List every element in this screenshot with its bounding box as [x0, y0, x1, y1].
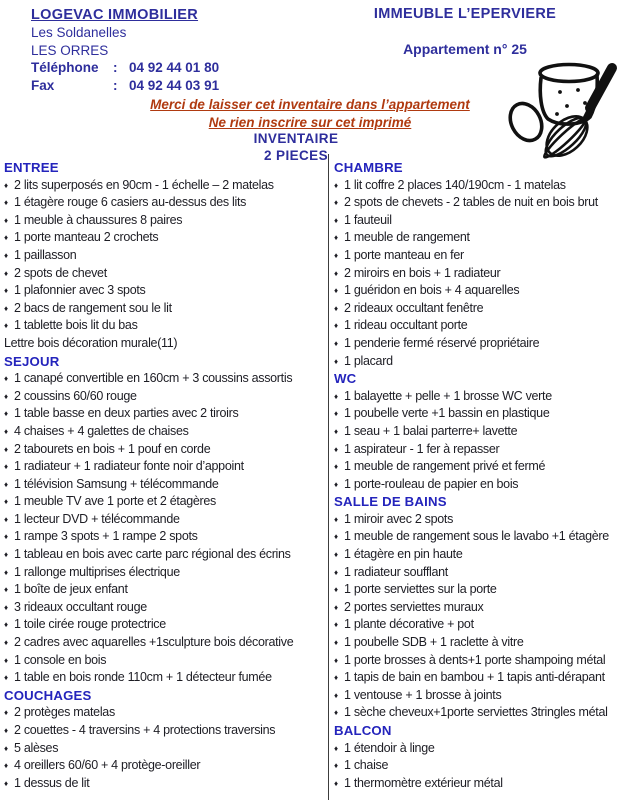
item-text: 1 aspirateur - 1 fer à repasser	[344, 441, 500, 456]
bullet-icon: ♦	[4, 620, 8, 630]
inventory-item	[4, 282, 326, 300]
bullet-icon: ♦	[334, 462, 338, 472]
bullet-icon: ♦	[334, 303, 338, 313]
item-text: 5 alèses	[14, 740, 59, 755]
bullet-icon: ♦	[4, 673, 8, 683]
inventory-item	[4, 546, 326, 564]
inventory-item	[4, 528, 326, 546]
fax-label: Fax	[31, 77, 55, 93]
item-text: 2 coussins 60/60 rouge	[14, 388, 137, 403]
bowl-and-whisk-illustration	[490, 56, 628, 168]
inventory-item	[334, 353, 637, 371]
inventory-item	[334, 757, 637, 775]
bullet-icon: ♦	[4, 726, 8, 735]
item-text: 2 lits superposés en 90cm - 1 échelle – 2 matelas	[14, 177, 274, 192]
fax-colon: :	[113, 77, 118, 93]
building-title: IMMEUBLE L’EPERVIERE	[373, 6, 557, 22]
item-text: 1 étagère rouge 6 casiers au-dessus des lits	[14, 195, 247, 210]
agency-address-line1: Les Soldanelles	[31, 25, 127, 40]
inventory-item	[4, 247, 326, 265]
item-text: 1 porte serviettes sur la porte	[344, 582, 497, 597]
inventory-item	[334, 511, 637, 529]
item-text: 1 meuble TV ave 1 porte et 2 étagères	[14, 494, 216, 509]
item-text: 1 porte brosses à dents+1 porte shampoing métal	[344, 652, 606, 667]
bullet-icon: ♦	[4, 585, 8, 595]
item-text: 1 radiateur + 1 radiateur fonte noir d’appoint	[14, 459, 244, 474]
phone-label: Téléphone	[31, 60, 99, 75]
inventory-item	[334, 634, 637, 652]
inventory-item	[4, 511, 326, 529]
bullet-icon: ♦	[334, 690, 338, 700]
inventory-item	[334, 476, 637, 494]
inventory-item	[4, 493, 326, 511]
right-column	[334, 159, 637, 792]
inventory-item	[4, 652, 326, 670]
inventory-item	[4, 405, 326, 423]
item-text: 2 couettes - 4 traversins + 4 protections traversins	[14, 723, 276, 737]
phone-colon: :	[113, 60, 118, 75]
item-text: 1 porte manteau 2 crochets	[14, 230, 159, 245]
bullet-icon: ♦	[334, 479, 338, 489]
item-text: 1 meuble de rangement	[344, 230, 470, 245]
item-text: 1 rideau occultant porte	[344, 318, 468, 333]
bullet-icon: ♦	[4, 497, 8, 507]
item-text: 1 seau + 1 balai parterre+ lavette	[344, 423, 518, 438]
item-text: 1 poubelle verte +1 bassin en plastique	[344, 406, 550, 421]
section-heading: ENTREE	[4, 160, 59, 175]
inventory-item	[4, 775, 326, 793]
bullet-icon: ♦	[4, 268, 8, 278]
inventory-item	[4, 599, 326, 617]
inventory-item	[334, 335, 637, 353]
bullet-icon: ♦	[334, 250, 338, 260]
bullet-icon: ♦	[334, 708, 338, 718]
item-text: 1 ventouse + 1 brosse à joints	[344, 687, 502, 702]
item-text: 1 fauteuil	[344, 212, 392, 227]
section-heading: SALLE DE BAINS	[334, 494, 447, 510]
inventory-item	[334, 317, 637, 335]
item-text: 1 placard	[344, 353, 393, 368]
inventory-item	[4, 212, 326, 230]
inventory-item	[334, 599, 637, 617]
inventory-item	[4, 441, 326, 459]
bullet-icon: ♦	[334, 532, 338, 542]
item-text: 1 meuble à chaussures 8 paires	[14, 212, 183, 227]
bullet-icon: ♦	[334, 233, 338, 243]
bullet-icon: ♦	[334, 602, 338, 612]
inventory-item	[334, 775, 637, 793]
bullet-icon: ♦	[334, 655, 338, 665]
bullet-icon: ♦	[4, 374, 8, 384]
item-text: 2 bacs de rangement sou le lit	[14, 300, 172, 315]
item-text: 1 rampe 3 spots + 1 rampe 2 spots	[14, 529, 198, 544]
bullet-icon: ♦	[4, 532, 8, 542]
left-column	[4, 159, 326, 792]
inventory-item	[4, 194, 326, 212]
item-text: 1 plafonnier avec 3 spots	[14, 283, 146, 298]
inventory-item	[334, 177, 637, 195]
item-text: 1 balayette + pelle + 1 brosse WC verte	[344, 388, 552, 403]
item-text: 1 boîte de jeux enfant	[14, 582, 128, 597]
agency-block	[31, 6, 219, 94]
inventory-item	[334, 229, 637, 247]
bullet-icon: ♦	[334, 585, 338, 595]
item-text: 2 tabourets en bois + 1 pouf en corde	[14, 441, 211, 456]
item-text: 1 dessus de lit	[14, 775, 90, 790]
agency-name: LOGEVAC IMMOBILIER	[31, 7, 199, 23]
item-text: 1 thermomètre extérieur métal	[344, 775, 503, 790]
inventory-item	[4, 388, 326, 406]
item-text: 1 penderie fermé réservé propriétaire	[344, 335, 540, 350]
phone-value: 04 92 44 01 80	[129, 60, 220, 75]
bullet-icon: ♦	[334, 444, 338, 454]
item-text: 2 miroirs en bois + 1 radiateur	[344, 265, 501, 280]
inventory-item	[4, 370, 326, 388]
item-text: 1 tapis de bain en bambou + 1 tapis anti-dérapant	[344, 670, 605, 685]
item-text: 1 meuble de rangement privé et fermé	[344, 459, 546, 474]
bullet-icon: ♦	[334, 550, 338, 560]
bullet-icon: ♦	[334, 286, 338, 296]
inventory-item	[334, 194, 637, 212]
inventory-item	[4, 317, 326, 335]
inventory-item	[334, 405, 637, 423]
agency-address-line2: LES ORRES	[31, 42, 109, 58]
inventory-item	[334, 300, 637, 318]
inventory-item	[334, 265, 637, 283]
inventory-item	[4, 757, 326, 775]
bullet-icon: ♦	[334, 743, 338, 753]
inventory-item	[4, 634, 326, 652]
inventory-item	[4, 335, 326, 353]
inventory-item	[334, 282, 637, 300]
inventory-item	[334, 740, 637, 758]
fax-value: 04 92 44 03 91	[129, 77, 220, 93]
bullet-icon: ♦	[334, 338, 338, 348]
bullet-icon: ♦	[334, 426, 338, 436]
bullet-icon: ♦	[4, 550, 8, 560]
item-text: 1 console en bois	[14, 652, 107, 667]
inventory-item	[334, 388, 637, 406]
bullet-icon: ♦	[4, 286, 8, 296]
item-text: 1 toile cirée rouge protectrice	[14, 617, 166, 632]
bullet-icon: ♦	[4, 462, 8, 472]
item-text: 1 étagère en pin haute	[344, 547, 463, 562]
item-text: 1 rallonge multiprises électrique	[14, 564, 180, 579]
bullet-icon: ♦	[4, 426, 8, 436]
inventory-item	[334, 652, 637, 670]
item-text: 2 rideaux occultant fenêtre	[344, 300, 484, 315]
bullet-icon: ♦	[334, 215, 338, 225]
item-text: 1 guéridon en bois + 4 aquarelles	[344, 283, 520, 298]
item-text: 1 meuble de rangement sous le lavabo +1 étagère	[344, 529, 609, 544]
fax-row	[31, 77, 219, 95]
inventory-item	[4, 564, 326, 582]
item-text: 2 portes serviettes muraux	[344, 599, 484, 614]
inventory-item	[4, 300, 326, 318]
inventory-item	[334, 581, 637, 599]
section-heading: CHAMBRE	[334, 160, 403, 175]
document-subtitle: 2 PIECES	[264, 148, 328, 163]
item-text: 4 chaises + 4 galettes de chaises	[14, 423, 189, 438]
bullet-icon: ♦	[334, 673, 338, 683]
bullet-icon: ♦	[4, 567, 8, 577]
item-text: 1 tableau en bois avec carte parc régional des écrins	[14, 547, 291, 562]
inventory-item	[4, 616, 326, 634]
bullet-icon: ♦	[4, 708, 8, 718]
item-text: 1 plante décorative + pot	[344, 617, 474, 632]
item-text: 1 poubelle SDB + 1 raclette à vitre	[344, 635, 524, 650]
bullet-icon: ♦	[4, 761, 8, 771]
item-text: 1 radiateur soufflant	[344, 564, 448, 579]
bullet-icon: ♦	[334, 567, 338, 577]
item-text: 4 oreillers 60/60 + 4 protège-oreiller	[14, 758, 201, 773]
inventory-item	[334, 564, 637, 582]
bullet-icon: ♦	[4, 250, 8, 260]
item-text: 1 tablette bois lit du bas	[14, 318, 138, 333]
bullet-icon: ♦	[4, 303, 8, 313]
bullet-icon: ♦	[334, 514, 338, 524]
inventory-item	[4, 476, 326, 494]
bullet-icon: ♦	[334, 356, 338, 366]
inventory-item	[4, 458, 326, 476]
inventory-item	[4, 704, 326, 722]
item-text: 2 cadres avec aquarelles +1sculpture bois décorative	[14, 635, 294, 650]
bullet-icon: ♦	[334, 778, 338, 788]
inventory-item	[334, 704, 637, 722]
bullet-icon: ♦	[4, 321, 8, 331]
inventory-item	[334, 687, 637, 705]
bullet-icon: ♦	[334, 321, 338, 331]
bullet-icon: ♦	[4, 638, 8, 648]
item-text: 1 télévision Samsung + télécommande	[14, 476, 219, 491]
inventory-item	[334, 212, 637, 230]
bullet-icon: ♦	[334, 638, 338, 648]
bullet-icon: ♦	[4, 391, 8, 401]
column-divider	[328, 154, 329, 800]
item-text: 1 étendoir à linge	[344, 740, 435, 755]
bullet-icon: ♦	[4, 215, 8, 225]
section-heading: WC	[334, 371, 357, 387]
bullet-icon: ♦	[4, 602, 8, 612]
bullet-icon: ♦	[334, 268, 338, 278]
notice-line-2: Ne rien inscrire sur cet imprimé	[208, 115, 412, 130]
bullet-icon: ♦	[334, 180, 338, 190]
bullet-icon: ♦	[4, 514, 8, 524]
inventory-item	[4, 229, 326, 247]
inventory-item	[334, 423, 637, 441]
item-text: 3 rideaux occultant rouge	[14, 599, 147, 614]
bullet-icon: ♦	[334, 620, 338, 630]
bowl-and-whisk-icon	[490, 56, 628, 168]
phone-row	[31, 59, 219, 77]
bullet-icon: ♦	[334, 761, 338, 771]
inventory-item	[4, 177, 326, 195]
inventory-item	[334, 247, 637, 265]
bullet-icon: ♦	[334, 391, 338, 401]
inventory-item	[4, 581, 326, 599]
item-text: 1 porte-rouleau de papier en bois	[344, 476, 519, 491]
item-text: 2 spots de chevet	[14, 265, 107, 280]
item-text: Lettre bois décoration murale(11)	[4, 335, 178, 350]
inventory-item	[334, 441, 637, 459]
bullet-icon: ♦	[4, 444, 8, 454]
apartment-number: Appartement n° 25	[403, 41, 527, 57]
inventory-item	[4, 722, 326, 740]
item-text: 2 protèges matelas	[14, 705, 115, 720]
bullet-icon: ♦	[4, 180, 8, 190]
notice-line-1: Merci de laisser cet inventaire dans l’appartement	[150, 97, 470, 112]
item-text: 1 canapé convertible en 160cm + 3 coussins assortis	[14, 371, 293, 386]
inventory-item	[334, 669, 637, 687]
bullet-icon: ♦	[4, 198, 8, 208]
bullet-icon: ♦	[4, 409, 8, 419]
bullet-icon: ♦	[334, 409, 338, 419]
inventory-item	[334, 528, 637, 546]
section-heading: SEJOUR	[4, 353, 60, 369]
bullet-icon: ♦	[334, 198, 338, 208]
item-text: 1 table basse en deux parties avec 2 tiroirs	[14, 406, 239, 421]
inventory-item	[4, 740, 326, 758]
inventory-item	[334, 616, 637, 634]
item-text: 1 chaise	[344, 758, 389, 773]
item-text: 2 spots de chevets - 2 tables de nuit en bois brut	[344, 195, 598, 210]
section-heading: BALCON	[334, 723, 392, 738]
bullet-icon: ♦	[4, 479, 8, 489]
document-title: INVENTAIRE	[253, 131, 339, 146]
item-text: 1 lit coffre 2 places 140/190cm - 1 matelas	[344, 177, 566, 192]
bullet-icon: ♦	[4, 655, 8, 665]
item-text: 1 sèche cheveux+1porte serviettes 3tringles métal	[344, 705, 608, 720]
inventory-item	[334, 458, 637, 476]
inventory-item	[4, 669, 326, 687]
inventory-item	[4, 265, 326, 283]
bullet-icon: ♦	[4, 778, 8, 788]
item-text: 1 miroir avec 2 spots	[344, 511, 454, 526]
item-text: 1 paillasson	[14, 247, 77, 262]
inventory-item	[4, 423, 326, 441]
item-text: 1 table en bois ronde 110cm + 1 détecteur fumée	[14, 670, 272, 685]
item-text: 1 porte manteau en fer	[344, 247, 464, 262]
bullet-icon: ♦	[4, 743, 8, 753]
bullet-icon: ♦	[4, 233, 8, 243]
inventory-item	[334, 546, 637, 564]
section-heading: COUCHAGES	[4, 687, 92, 703]
item-text: 1 lecteur DVD + télécommande	[14, 511, 180, 526]
